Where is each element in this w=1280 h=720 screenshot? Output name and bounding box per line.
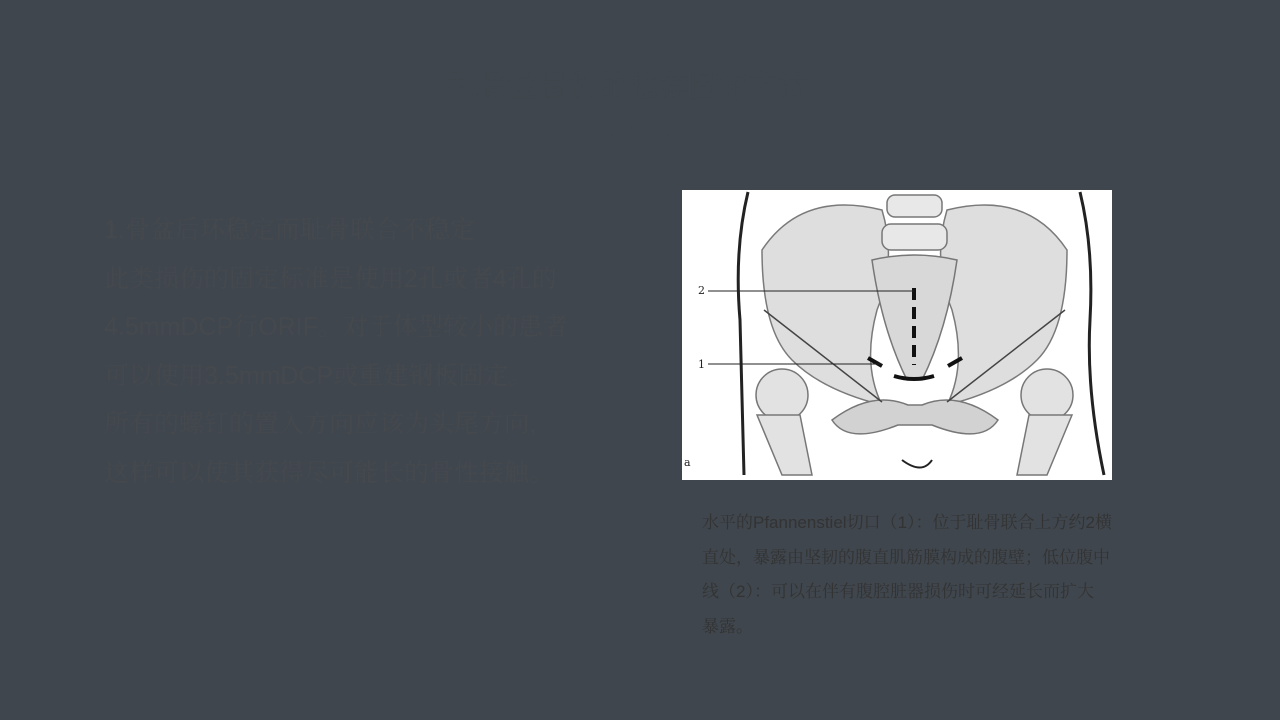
femoral-head-left xyxy=(756,369,808,421)
body-line: 4.5mmDCP行ORIF。对于体型较小的患者 xyxy=(104,313,568,341)
divider-diamond-right xyxy=(654,123,682,135)
figure-label-2: 2 xyxy=(698,284,705,297)
body-text xyxy=(104,206,624,497)
figure-label-a: a xyxy=(684,456,691,469)
figure-label-1: 1 xyxy=(698,358,705,371)
body-line: 所有的螺钉的置入方向应该为头尾方向， xyxy=(104,410,555,438)
body-outline-left xyxy=(738,192,748,475)
vertebra xyxy=(887,195,942,217)
caption-line: 暴露。 xyxy=(702,616,753,636)
slide-title: 六.骨盆骨折的推荐固定方法 xyxy=(440,71,810,104)
pelvis-illustration xyxy=(682,190,1112,480)
caption-line: 线（2）：可以在伴有腹腔脏器损伤时可经延长而扩大 xyxy=(702,582,1094,601)
title-divider xyxy=(244,116,1038,142)
vertebra xyxy=(882,224,947,250)
femur-left xyxy=(757,415,812,475)
abdomen-curve xyxy=(902,460,932,468)
femur-right xyxy=(1017,415,1072,475)
figure-caption xyxy=(702,506,1172,644)
divider-diamond-left xyxy=(598,123,626,135)
body-line: 1.骨盆后环稳定而耻骨联合不稳定 xyxy=(104,216,475,244)
body-outline-right xyxy=(1080,192,1104,475)
caption-line: 直处，暴露由坚韧的腹直肌筋膜构成的腹壁；低位腹中 xyxy=(702,547,1110,567)
body-line: 可以使用3.5mmDCP或重建钢板固定。 xyxy=(104,361,534,390)
pubic-bone xyxy=(832,400,998,434)
body-line: 此类损伤的固定标准是使用2孔或者4孔的 xyxy=(104,264,557,293)
divider-dot xyxy=(630,119,650,139)
femoral-head-right xyxy=(1021,369,1073,421)
caption-line: 水平的Pfannenstiel切口（1）：位于耻骨联合上方约2横 xyxy=(702,513,1112,532)
body-line: 这样可以使其获得尽可能长的骨性接触。 xyxy=(104,458,555,487)
